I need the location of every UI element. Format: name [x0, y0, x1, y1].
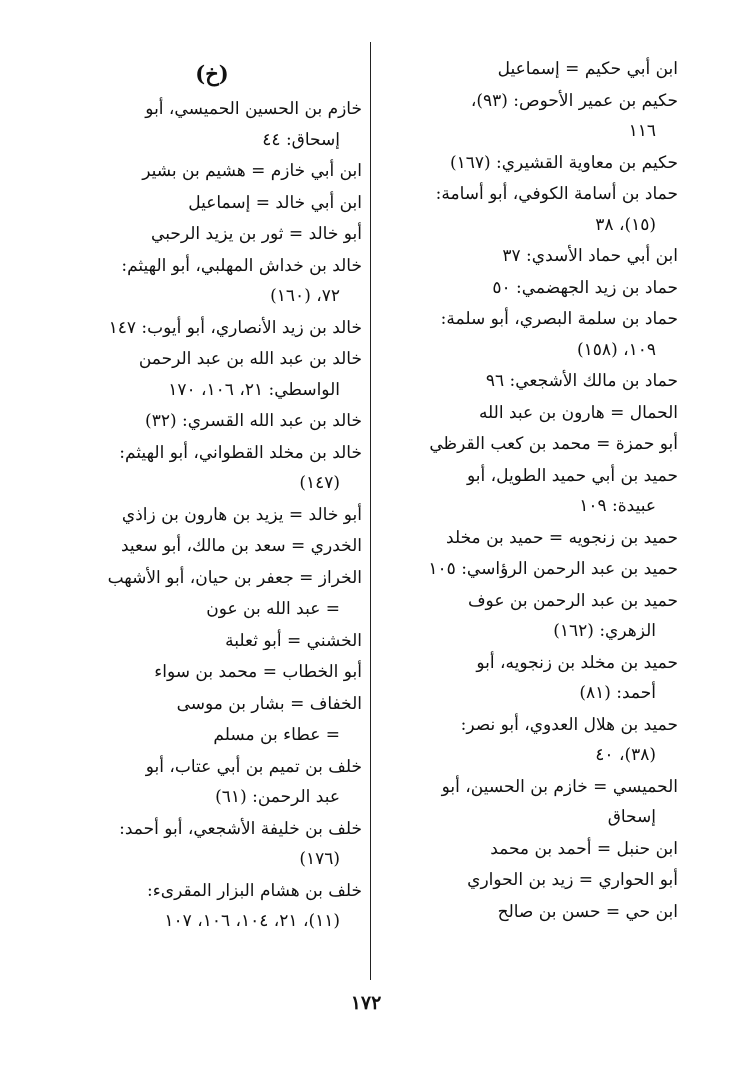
index-entry [378, 86, 678, 147]
entry-continuation-line: أحمد: (٨١) [579, 683, 656, 703]
index-entry [62, 188, 362, 219]
entry-heading-line: أبو خالد = ثور بن يزيد الرحبي [151, 224, 362, 244]
page-number: ١٧٢ [350, 992, 382, 1014]
entry-heading-line: حميد بن عبد الرحمن الرؤاسي: ١٠٥ [428, 559, 678, 579]
index-entry [378, 648, 678, 709]
index-entry [62, 438, 362, 499]
entry-heading-line: حميد بن هلال العدوي، أبو نصر: [460, 714, 678, 735]
entry-continuation-line: ٧٢، (١٦٠) [270, 286, 340, 306]
entry-heading-line: الخدري = سعد بن مالك، أبو سعيد [120, 536, 362, 556]
entry-heading-line: ابن أبي خازم = هشيم بن بشير [142, 161, 362, 181]
entry-heading-line: حكيم بن عمير الأحوص: (٩٣)، [470, 90, 678, 111]
entry-heading-line: أبو خالد = يزيد بن هارون بن زاذي [121, 504, 362, 525]
entry-heading-line: حميد بن أبي حميد الطويل، أبو [466, 465, 678, 486]
entry-heading-line: ابن أبي حكيم = إسماعيل [497, 59, 678, 79]
entry-heading-line: ابن أبي حماد الأسدي: ٣٧ [502, 246, 678, 266]
index-entry [378, 772, 678, 833]
index-entry [62, 251, 362, 312]
index-entry [62, 814, 362, 875]
index-entry [62, 876, 362, 937]
entry-heading-line: خازم بن الحسين الحميسي، أبو [145, 99, 362, 119]
entry-heading-line: خلف بن تميم بن أبي عتاب، أبو [145, 756, 362, 777]
index-entry [62, 219, 362, 250]
entry-continuation-line: عبيدة: ١٠٩ [579, 496, 656, 516]
index-entry [378, 586, 678, 647]
index-entry [378, 429, 678, 460]
entry-continuation-line: الزهري: (١٦٢) [553, 621, 656, 641]
entry-continuation-line: ١٠٩، (١٥٨) [577, 339, 656, 360]
index-entry [378, 523, 678, 554]
index-entry [378, 710, 678, 771]
entry-heading-line: الحميسي = خازم بن الحسين، أبو [441, 776, 678, 797]
entry-heading-line: أبو حمزة = محمد بن كعب القرظي [429, 434, 678, 454]
index-entry [378, 273, 678, 304]
index-column-left [62, 54, 362, 938]
entry-heading-line: حميد بن مخلد بن زنجويه، أبو [476, 652, 678, 673]
index-entry [378, 398, 678, 429]
index-entry [62, 720, 362, 751]
index-entry [62, 563, 362, 594]
entry-heading-line: = عطاء بن مسلم [213, 725, 340, 745]
index-entry [378, 554, 678, 585]
index-entry [62, 531, 362, 562]
index-entry [378, 834, 678, 865]
entry-heading-line: الخراز = جعفر بن حيان، أبو الأشهب [107, 567, 362, 588]
entry-continuation-line: إسحاق: ٤٤ [262, 129, 340, 150]
entry-heading-line: أبو الخطاب = محمد بن سواء [154, 662, 362, 682]
index-entry [378, 366, 678, 397]
index-entry [378, 461, 678, 522]
entry-continuation-line: (١٤٧) [299, 473, 340, 493]
index-entry [62, 344, 362, 405]
entry-heading-line: خالد بن عبد الله القسري: (٣٢) [145, 411, 362, 431]
index-entry [62, 594, 362, 625]
entry-continuation-line: ١١٦ [628, 121, 656, 141]
entry-continuation-line: (١٧٦) [299, 849, 340, 869]
index-entry [62, 156, 362, 187]
entry-continuation-line: عبد الرحمن: (٦١) [215, 787, 340, 807]
entry-heading-line: ابن أبي خالد = إسماعيل [188, 192, 362, 213]
index-entry [378, 241, 678, 272]
index-entry [378, 865, 678, 896]
entry-heading-line: أبو الحواري = زيد بن الحواري [467, 870, 678, 890]
index-entry [378, 179, 678, 240]
entry-continuation-line: إسحاق [607, 807, 656, 827]
entry-heading-line: خالد بن خداش المهلبي، أبو الهيثم: [121, 255, 362, 276]
entry-heading-line: = عبد الله بن عون [206, 599, 340, 619]
entry-heading-line: خلف بن خليفة الأشجعي، أبو أحمد: [119, 818, 362, 839]
index-entry [62, 626, 362, 657]
entry-heading-line: الخفاف = بشار بن موسى [176, 693, 362, 714]
entry-heading-line: خالد بن مخلد القطواني، أبو الهيثم: [119, 442, 362, 463]
index-entry [62, 752, 362, 813]
entry-heading-line: حماد بن زيد الجهضمي: ٥٠ [492, 277, 678, 298]
index-column-right [378, 54, 678, 928]
index-entry [378, 54, 678, 85]
index-entry [378, 897, 678, 928]
entry-heading-line: حميد بن عبد الرحمن بن عوف [467, 590, 678, 611]
entry-heading-line: حميد بن زنجويه = حميد بن مخلد [446, 527, 678, 548]
index-entry [62, 94, 362, 155]
entry-continuation-line: الواسطي: ٢١، ١٠٦، ١٧٠ [168, 379, 340, 400]
entry-heading-line: خالد بن عبد الله بن عبد الرحمن [138, 349, 362, 369]
index-entry [62, 406, 362, 437]
entry-heading-line: حماد بن أسامة الكوفي، أبو أسامة: [435, 184, 678, 204]
column-divider [370, 42, 371, 980]
entry-heading-line: حماد بن سلمة البصري، أبو سلمة: [440, 309, 678, 329]
entry-heading-line: حكيم بن معاوية القشيري: (١٦٧) [449, 152, 678, 173]
entry-heading-line: ابن حنبل = أحمد بن محمد [490, 838, 678, 859]
entry-heading-line: ابن حي = حسن بن صالح [497, 901, 678, 922]
entry-heading-line: الحمال = هارون بن عبد الله [478, 402, 678, 423]
index-entry [62, 313, 362, 344]
entry-continuation-line: (١١)، ٢١، ١٠٤، ١٠٦، ١٠٧ [164, 911, 340, 931]
entry-heading-line: خلف بن هشام البزار المقرىء: [147, 880, 362, 901]
index-entry [378, 304, 678, 365]
entry-continuation-line: (٣٨)، ٤٠ [595, 745, 656, 765]
entry-heading-line: الخشني = أبو ثعلبة [225, 630, 362, 651]
index-entry [62, 500, 362, 531]
entry-heading-line: حماد بن مالك الأشجعي: ٩٦ [485, 371, 678, 391]
section-heading-kha: (خ) [195, 61, 229, 86]
index-entry [62, 657, 362, 688]
index-entry [62, 689, 362, 720]
index-entry [378, 148, 678, 179]
entry-heading-line: خالد بن زيد الأنصاري، أبو أيوب: ١٤٧ [108, 317, 362, 338]
entry-continuation-line: (١٥)، ٣٨ [595, 214, 656, 235]
